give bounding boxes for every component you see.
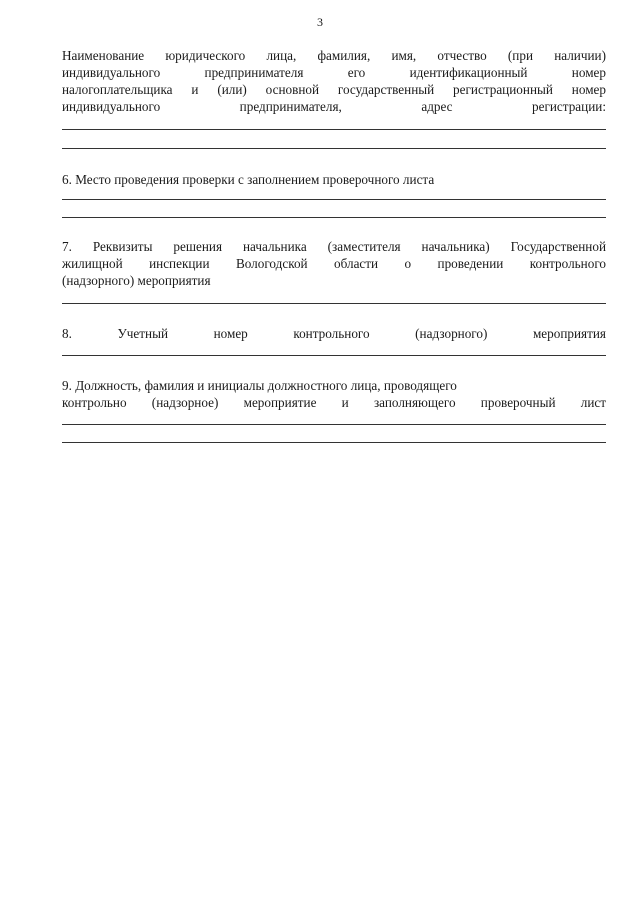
entity-name-line-4: индивидуального предпринимателя, адрес регистрации: [62,99,606,114]
page-number: 3 [317,15,323,29]
inspection-place-fill-line-2[interactable] [62,217,606,218]
entity-fill-line-2[interactable] [62,148,606,149]
official-line-1: 9. Должность, фамилия и инициалы должностного лица, проводящего [62,378,457,393]
inspection-place-label: 6. Место проведения проверки с заполнением проверочного листа [62,172,435,187]
decision-details-line-1: 7. Реквизиты решения начальника (заместителя начальника) Государственной [62,239,606,254]
registration-number-fill-line[interactable] [62,355,606,356]
decision-details-fill-line[interactable] [62,303,606,304]
official-fill-line-1[interactable] [62,424,606,425]
decision-details-line-3: (надзорного) мероприятия [62,273,211,288]
registration-number-section [62,325,606,342]
decision-details-line-2: жилищной инспекции Вологодской области о проведении контрольного [62,256,606,271]
entity-name-line-3: налогоплательщика и (или) основной государственный регистрационный номер [62,82,606,97]
official-section [62,377,606,411]
entity-name-line-1: Наименование юридического лица, фамилия, имя, отчество (при наличии) [62,48,606,63]
official-line-2: контрольно (надзорное) мероприятие и заполняющего проверочный лист [62,395,606,410]
registration-number-label: 8. Учетный номер контрольного (надзорного) мероприятия [62,326,606,341]
entity-name-section [62,47,606,115]
entity-fill-line-1[interactable] [62,129,606,130]
entity-name-line-2: индивидуального предпринимателя его идентификационный номер [62,65,606,80]
decision-details-section [62,238,606,289]
inspection-place-fill-line-1[interactable] [62,199,606,200]
official-fill-line-2[interactable] [62,442,606,443]
inspection-place-section [62,171,606,188]
